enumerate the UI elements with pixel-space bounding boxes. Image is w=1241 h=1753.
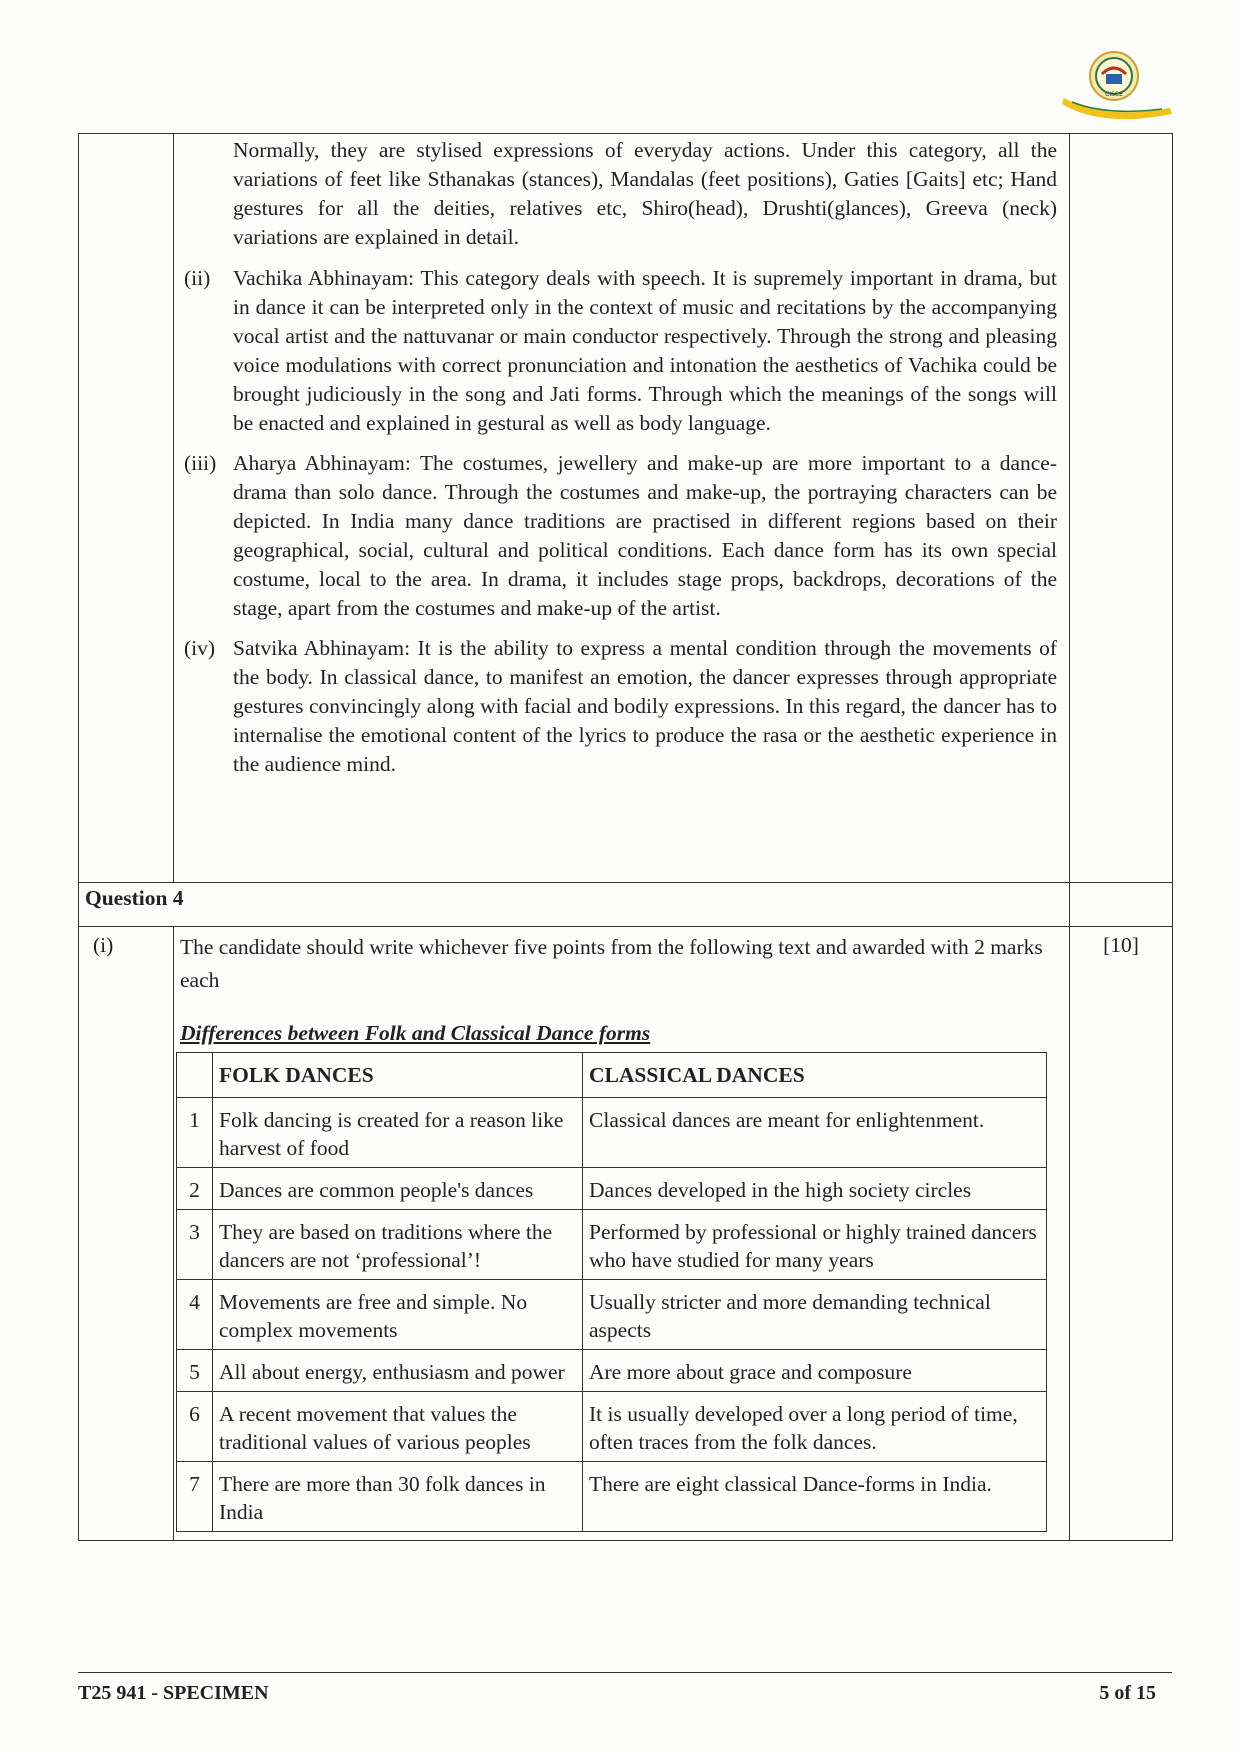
intro-paragraph: Normally, they are stylised expressions of everyday actions. Under this category, all the variations of feet like Sthanakas (stances), Mandalas (feet positions), Gaties [Gaits] etc; Hand gestures for all the deities, relatives etc, Shiro(head), Drushti(glances), Greeva (neck) variations are explained in detail. [233, 138, 1057, 249]
classical-header: CLASSICAL DANCES [583, 1053, 1047, 1098]
row-number: 2 [177, 1168, 213, 1210]
table-row [177, 1392, 1047, 1462]
table-header-row [177, 1053, 1047, 1098]
part-label: (i) [79, 927, 174, 1541]
question-title-row [79, 883, 1173, 927]
abhinaya-item-aharya [174, 449, 1069, 623]
classical-cell: Dances developed in the high society circles [583, 1168, 1047, 1210]
question-title: Question 4 [79, 883, 1070, 927]
classical-cell: Usually stricter and more demanding technical aspects [583, 1280, 1047, 1350]
item-number: (iii) [184, 451, 217, 475]
row-number: 6 [177, 1392, 213, 1462]
footer-divider [78, 1672, 1172, 1673]
classical-cell: It is usually developed over a long period of time, often traces from the folk dances. [583, 1392, 1047, 1462]
folk-cell: They are based on traditions where the dancers are not ‘professional’! [213, 1210, 583, 1280]
number-header [177, 1053, 213, 1098]
classical-cell: Classical dances are meant for enlightenment. [583, 1098, 1047, 1168]
question-body-row [79, 927, 1173, 1541]
table-row [177, 1168, 1047, 1210]
item-number: (ii) [184, 266, 211, 290]
row-number: 7 [177, 1462, 213, 1532]
marks-cell-empty [1070, 134, 1173, 883]
differences-table [176, 1052, 1047, 1532]
folk-header: FOLK DANCES [213, 1053, 583, 1098]
continuation-row [79, 134, 1173, 883]
left-margin-cell [79, 134, 174, 883]
row-number: 4 [177, 1280, 213, 1350]
item-number: (iv) [184, 636, 216, 660]
continuation-cell [174, 134, 1070, 883]
marks-cell-empty [1070, 883, 1173, 927]
folk-cell: All about energy, enthusiasm and power [213, 1350, 583, 1392]
row-number: 1 [177, 1098, 213, 1168]
page-number: 5 of 15 [1099, 1682, 1156, 1704]
folk-cell: Movements are free and simple. No complex movements [213, 1280, 583, 1350]
paper-code: T25 941 - SPECIMEN [78, 1682, 269, 1704]
row-number: 5 [177, 1350, 213, 1392]
table-row [177, 1210, 1047, 1280]
item-text: Vachika Abhinayam: This category deals with speech. It is supremely important in drama, but in dance it can be interpreted only in the context of music and recitations by the accompanying vocal artist and the nattuvanar or main conductor respectively. Through the strong and pleasing voice modulations with correct pronunciation and intonation the aesthetics of Vachika could be brought judiciously in the song and Jati forms. Through which the meanings of the songs will be enacted and explained in gestural as well as body language. [233, 266, 1057, 435]
abhinaya-item-vachika [174, 264, 1069, 438]
svg-text:CISCE: CISCE [1105, 91, 1123, 98]
table-row [177, 1280, 1047, 1350]
marking-scheme-table [78, 133, 1173, 1541]
cisce-logo [1062, 46, 1174, 124]
abhinaya-item-satvika [174, 634, 1069, 779]
folk-cell: Dances are common people's dances [213, 1168, 583, 1210]
table-heading: Differences between Folk and Classical Dance forms [180, 1021, 651, 1045]
row-number: 3 [177, 1210, 213, 1280]
answer-cell [174, 927, 1070, 1541]
classical-cell: Are more about grace and composure [583, 1350, 1047, 1392]
answer-intro: The candidate should write whichever five points from the following text and awarded with 2 marks each [180, 935, 1043, 992]
folk-cell: There are more than 30 folk dances in India [213, 1462, 583, 1532]
table-row [177, 1350, 1047, 1392]
table-row [177, 1462, 1047, 1532]
item-text: Aharya Abhinayam: The costumes, jewellery and make-up are more important to a dance-drama than solo dance. Through the costumes and make-up, the portraying characters can be depicted. In India many dance traditions are practised in different regions based on their geographical, social, cultural and political conditions. Each dance form has its own special costume, local to the area. In drama, it includes stage props, backdrops, decorations of the stage, apart from the costumes and make-up of the artist. [233, 451, 1057, 620]
classical-cell: There are eight classical Dance-forms in India. [583, 1462, 1047, 1532]
table-row [177, 1098, 1047, 1168]
item-text: Satvika Abhinayam: It is the ability to express a mental condition through the movements of the body. In classical dance, to manifest an emotion, the dancer expresses through appropriate gestures convincingly along with facial and bodily expressions. In this regard, the dancer has to internalise the emotional content of the lyrics to produce the rasa or the aesthetic experience in the audience mind. [233, 636, 1057, 776]
folk-cell: A recent movement that values the traditional values of various peoples [213, 1392, 583, 1462]
classical-cell: Performed by professional or highly trained dancers who have studied for many years [583, 1210, 1047, 1280]
marks-value: [10] [1070, 927, 1173, 1541]
folk-cell: Folk dancing is created for a reason like harvest of food [213, 1098, 583, 1168]
